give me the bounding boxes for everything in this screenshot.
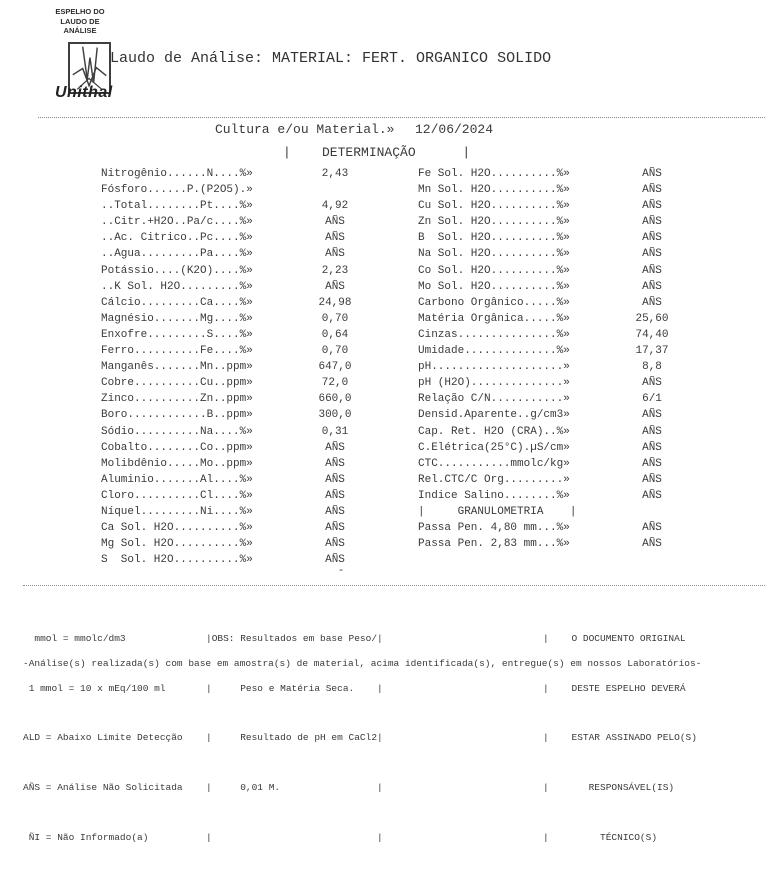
analyte-value: AÑS bbox=[642, 184, 662, 197]
table-row bbox=[101, 520, 393, 536]
table-row bbox=[418, 263, 710, 279]
table-row bbox=[418, 279, 710, 295]
analyte-label: C.Elétrica(25°C).µS/cm» bbox=[418, 441, 570, 454]
table-row bbox=[418, 182, 710, 198]
stamp-line-2: LAUDO DE bbox=[60, 16, 100, 26]
analyte-value: AÑS bbox=[325, 505, 345, 518]
table-row bbox=[101, 504, 393, 520]
table-row bbox=[101, 311, 393, 327]
analyte-value: AÑS bbox=[325, 522, 345, 535]
analyte-label: Manganês.......Mn..ppm» bbox=[101, 361, 253, 374]
table-row bbox=[418, 166, 710, 182]
analyte-value: 0,31 bbox=[321, 425, 349, 438]
analyte-value: AÑS bbox=[325, 216, 345, 229]
analyte-label: Nitrogênio......N....%» bbox=[101, 168, 253, 180]
table-row bbox=[418, 198, 710, 214]
table-row bbox=[418, 230, 710, 246]
analyte-value: 2,43 bbox=[321, 168, 349, 180]
analyte-label: Cu Sol. H2O..........%» bbox=[418, 200, 570, 213]
analyte-value: AÑS bbox=[642, 473, 662, 486]
analyte-label: Na Sol. H2O..........%» bbox=[418, 248, 570, 261]
analyte-value: AÑS bbox=[642, 441, 662, 454]
table-row bbox=[418, 214, 710, 230]
analyte-label: Ferro..........Fe....%» bbox=[101, 345, 253, 358]
stray-dash: - bbox=[337, 565, 345, 577]
analyte-label: Indice Salino........%» bbox=[418, 489, 570, 502]
table-row bbox=[418, 456, 710, 472]
table-row bbox=[418, 472, 710, 488]
table-row bbox=[101, 263, 393, 279]
stamp-line-3: ANÁLISE bbox=[63, 26, 97, 35]
analyte-label: Níquel.........Ni....%» bbox=[101, 505, 253, 518]
analyte-label: ..Ac. Citrico..Pc....%» bbox=[101, 232, 253, 245]
analyte-label: Sódio..........Na....%» bbox=[101, 425, 253, 438]
analyte-label: Mo Sol. H2O..........%» bbox=[418, 280, 570, 293]
analyte-value: AÑS bbox=[642, 200, 662, 213]
table-row bbox=[101, 375, 393, 391]
culture-label: Cultura e/ou Material.» bbox=[215, 122, 395, 137]
table-row bbox=[101, 424, 393, 440]
analyte-value: 72,0 bbox=[321, 377, 349, 390]
analyte-value: AÑS bbox=[325, 554, 345, 567]
table-row bbox=[101, 198, 393, 214]
table-row bbox=[418, 407, 710, 423]
analyte-value: AÑS bbox=[325, 280, 345, 293]
table-row bbox=[101, 182, 393, 198]
analyte-label: Molibdênio.....Mo..ppm» bbox=[101, 457, 253, 470]
stamp-text bbox=[38, 7, 122, 36]
analyte-label: Mg Sol. H2O..........%» bbox=[101, 538, 253, 551]
analyte-label: Carbono Orgânico.....%» bbox=[418, 296, 570, 309]
footer-notice-line: | ESTAR ASSINADO PELO(S) bbox=[543, 732, 697, 744]
analyte-value: AÑS bbox=[325, 489, 345, 502]
analyte-value: AÑS bbox=[325, 232, 345, 245]
footer-notice bbox=[543, 596, 697, 881]
analyte-value: 4,92 bbox=[321, 200, 349, 213]
determination-header: | DETERMINAÇÃO | bbox=[283, 145, 471, 160]
analyte-label: pH....................» bbox=[418, 361, 570, 374]
analyte-label: Enxofre.........S....%» bbox=[101, 328, 253, 341]
footer-notice-line: | RESPONSÁVEL(IS) bbox=[543, 782, 675, 794]
right-column bbox=[418, 166, 710, 552]
analyte-value: AÑS bbox=[642, 457, 662, 470]
table-row bbox=[418, 311, 710, 327]
analyte-value: 6/1 bbox=[642, 393, 662, 406]
footer-disclaimer: -Análise(s) realizada(s) com base em amostra(s) de material, acima identificada(s), entregue(s) em nossos Laboratórios- bbox=[23, 658, 702, 669]
table-row bbox=[418, 520, 710, 536]
report-date: 12/06/2024 bbox=[415, 122, 494, 137]
table-row bbox=[101, 279, 393, 295]
analyte-label: B Sol. H2O..........%» bbox=[418, 232, 570, 245]
table-row bbox=[101, 488, 393, 504]
table-row bbox=[418, 343, 710, 359]
brand-text: Unithal bbox=[55, 84, 113, 101]
analyte-label: pH (H2O)..............» bbox=[418, 377, 570, 390]
analyte-value: 300,0 bbox=[318, 409, 352, 422]
analyte-value: AÑS bbox=[642, 522, 662, 535]
analyte-label: ..Total........Pt....%» bbox=[101, 200, 253, 213]
table-row bbox=[101, 166, 393, 182]
analyte-label: Cobre..........Cu..ppm» bbox=[101, 377, 253, 390]
analyte-value: AÑS bbox=[642, 489, 662, 502]
footer-obs-line: | Peso e Matéria Seca. | bbox=[206, 682, 383, 694]
footer-obs-line: | Resultado de pH em CaCl2| bbox=[206, 732, 383, 744]
analyte-value: AÑS bbox=[642, 232, 662, 245]
stamp-line-1: ESPELHO DO bbox=[55, 7, 105, 16]
table-row bbox=[101, 327, 393, 343]
analyte-label: Umidade..............%» bbox=[418, 345, 570, 358]
analyte-label: Passa Pen. 4,80 mm...%» bbox=[418, 522, 570, 535]
footer-obs-line: |OBS: Resultados em base Peso/| bbox=[206, 633, 383, 645]
analyte-label: S Sol. H2O..........%» bbox=[101, 554, 253, 567]
culture-line bbox=[215, 122, 494, 137]
analyte-value: 647,0 bbox=[318, 361, 352, 374]
table-row bbox=[101, 440, 393, 456]
analyte-label: ..K Sol. H2O.........%» bbox=[101, 280, 253, 293]
footer-legend-line: AÑS = Análise Não Solicitada bbox=[23, 782, 183, 794]
table-row bbox=[418, 536, 710, 552]
analyte-value: AÑS bbox=[325, 441, 345, 454]
table-row bbox=[101, 343, 393, 359]
analyte-label: Matéria Orgânica.....%» bbox=[418, 312, 570, 325]
analyte-value: 24,98 bbox=[318, 296, 352, 309]
analyte-label: ..Citr.+H2O..Pa/c....%» bbox=[101, 216, 253, 229]
analyte-label: Rel.CTC/C Org.........» bbox=[418, 473, 570, 486]
analyte-label: Potássio....(K2O)....%» bbox=[101, 264, 253, 277]
analyte-value: AÑS bbox=[325, 538, 345, 551]
analyte-value: AÑS bbox=[325, 248, 345, 261]
table-row bbox=[101, 214, 393, 230]
footer-legend-line: 1 mmol = 10 x mEq/100 ml bbox=[23, 682, 166, 694]
analyte-label: Relação C/N...........» bbox=[418, 393, 570, 406]
top-divider bbox=[38, 117, 765, 118]
analyte-label: Co Sol. H2O..........%» bbox=[418, 264, 570, 277]
analyte-label: Zinco..........Zn..ppm» bbox=[101, 393, 253, 406]
table-row bbox=[418, 488, 710, 504]
bottom-divider bbox=[23, 585, 765, 586]
analyte-label: ..Agua.........Pa....%» bbox=[101, 248, 253, 261]
analyte-value: AÑS bbox=[642, 168, 662, 180]
table-row bbox=[418, 424, 710, 440]
analyte-label: Passa Pen. 2,83 mm...%» bbox=[418, 538, 570, 551]
left-column bbox=[101, 166, 393, 568]
footer-legend-line: mmol = mmolc/dm3 bbox=[23, 633, 126, 645]
table-row bbox=[101, 407, 393, 423]
analyte-label: Fósforo......P.(P2O5).» bbox=[101, 184, 253, 197]
footer-legend-line: ÑI = Não Informado(a) bbox=[23, 831, 149, 843]
analyte-value: AÑS bbox=[642, 296, 662, 309]
analyte-value: 8,8 bbox=[642, 361, 662, 374]
analyte-value: 0,70 bbox=[321, 312, 349, 325]
analyte-value: AÑS bbox=[642, 264, 662, 277]
table-row bbox=[418, 295, 710, 311]
analyte-label: Zn Sol. H2O..........%» bbox=[418, 216, 570, 229]
analyte-label: Ca Sol. H2O..........%» bbox=[101, 522, 253, 535]
table-row bbox=[418, 375, 710, 391]
footer-notice-line: | TÉCNICO(S) bbox=[543, 831, 658, 843]
analyte-value: AÑS bbox=[642, 248, 662, 261]
analyte-value: 25,60 bbox=[635, 312, 669, 325]
footer-notice-line: | DESTE ESPELHO DEVERÁ bbox=[543, 682, 686, 694]
analyte-label: Boro............B..ppm» bbox=[101, 409, 253, 422]
analyte-label: Densid.Aparente..g/cm3» bbox=[418, 409, 570, 422]
analyte-label: Cálcio.........Ca....%» bbox=[101, 296, 253, 309]
analyte-label: Cloro..........Cl....%» bbox=[101, 489, 253, 502]
table-row bbox=[101, 230, 393, 246]
analyte-value: 0,70 bbox=[321, 345, 349, 358]
analyte-value: AÑS bbox=[325, 473, 345, 486]
footer-obs bbox=[206, 596, 383, 881]
analyte-label: Cinzas...............%» bbox=[418, 328, 570, 341]
analyte-value: AÑS bbox=[325, 457, 345, 470]
table-row bbox=[101, 359, 393, 375]
table-row bbox=[101, 391, 393, 407]
table-row bbox=[101, 246, 393, 262]
analyte-value: AÑS bbox=[642, 280, 662, 293]
footer-legend bbox=[23, 596, 183, 881]
table-row bbox=[418, 504, 710, 520]
analyte-label: Magnésio.......Mg....%» bbox=[101, 312, 253, 325]
footer-obs-line: | | bbox=[206, 831, 383, 843]
footer-obs-line: | 0,01 M. | bbox=[206, 782, 383, 794]
analyte-value: AÑS bbox=[642, 538, 662, 551]
analyte-label: Cobalto........Co..ppm» bbox=[101, 441, 253, 454]
analyte-value: 2,23 bbox=[321, 264, 349, 277]
table-row bbox=[101, 536, 393, 552]
analyte-label: Cap. Ret. H2O (CRA)..%» bbox=[418, 425, 570, 438]
analyte-label: | GRANULOMETRIA | bbox=[418, 505, 577, 518]
analyte-value: AÑS bbox=[642, 425, 662, 438]
table-row bbox=[418, 359, 710, 375]
analyte-value: AÑS bbox=[642, 409, 662, 422]
report-title: Laudo de Análise: MATERIAL: FERT. ORGANICO SOLIDO bbox=[110, 50, 552, 67]
analyte-value: 74,40 bbox=[635, 328, 669, 341]
footer-legend-line: ALD = Abaixo Limite Detecção bbox=[23, 732, 183, 744]
table-row bbox=[101, 472, 393, 488]
analyte-label: Fe Sol. H2O..........%» bbox=[418, 168, 570, 180]
table-row bbox=[418, 391, 710, 407]
analyte-value: AÑS bbox=[642, 216, 662, 229]
table-row bbox=[418, 246, 710, 262]
analyte-value: 0,64 bbox=[321, 328, 349, 341]
table-row bbox=[418, 440, 710, 456]
analyte-value: 17,37 bbox=[635, 345, 669, 358]
table-row bbox=[418, 327, 710, 343]
analyte-value: AÑS bbox=[642, 377, 662, 390]
analyte-value: 660,0 bbox=[318, 393, 352, 406]
analyte-label: Mn Sol. H2O..........%» bbox=[418, 184, 570, 197]
footer-notice-line: | O DOCUMENTO ORIGINAL bbox=[543, 633, 686, 645]
analyte-label: CTC...........mmolc/kg» bbox=[418, 457, 570, 470]
table-row bbox=[101, 295, 393, 311]
table-row bbox=[101, 456, 393, 472]
analyte-label: Aluminio.......Al....%» bbox=[101, 473, 253, 486]
